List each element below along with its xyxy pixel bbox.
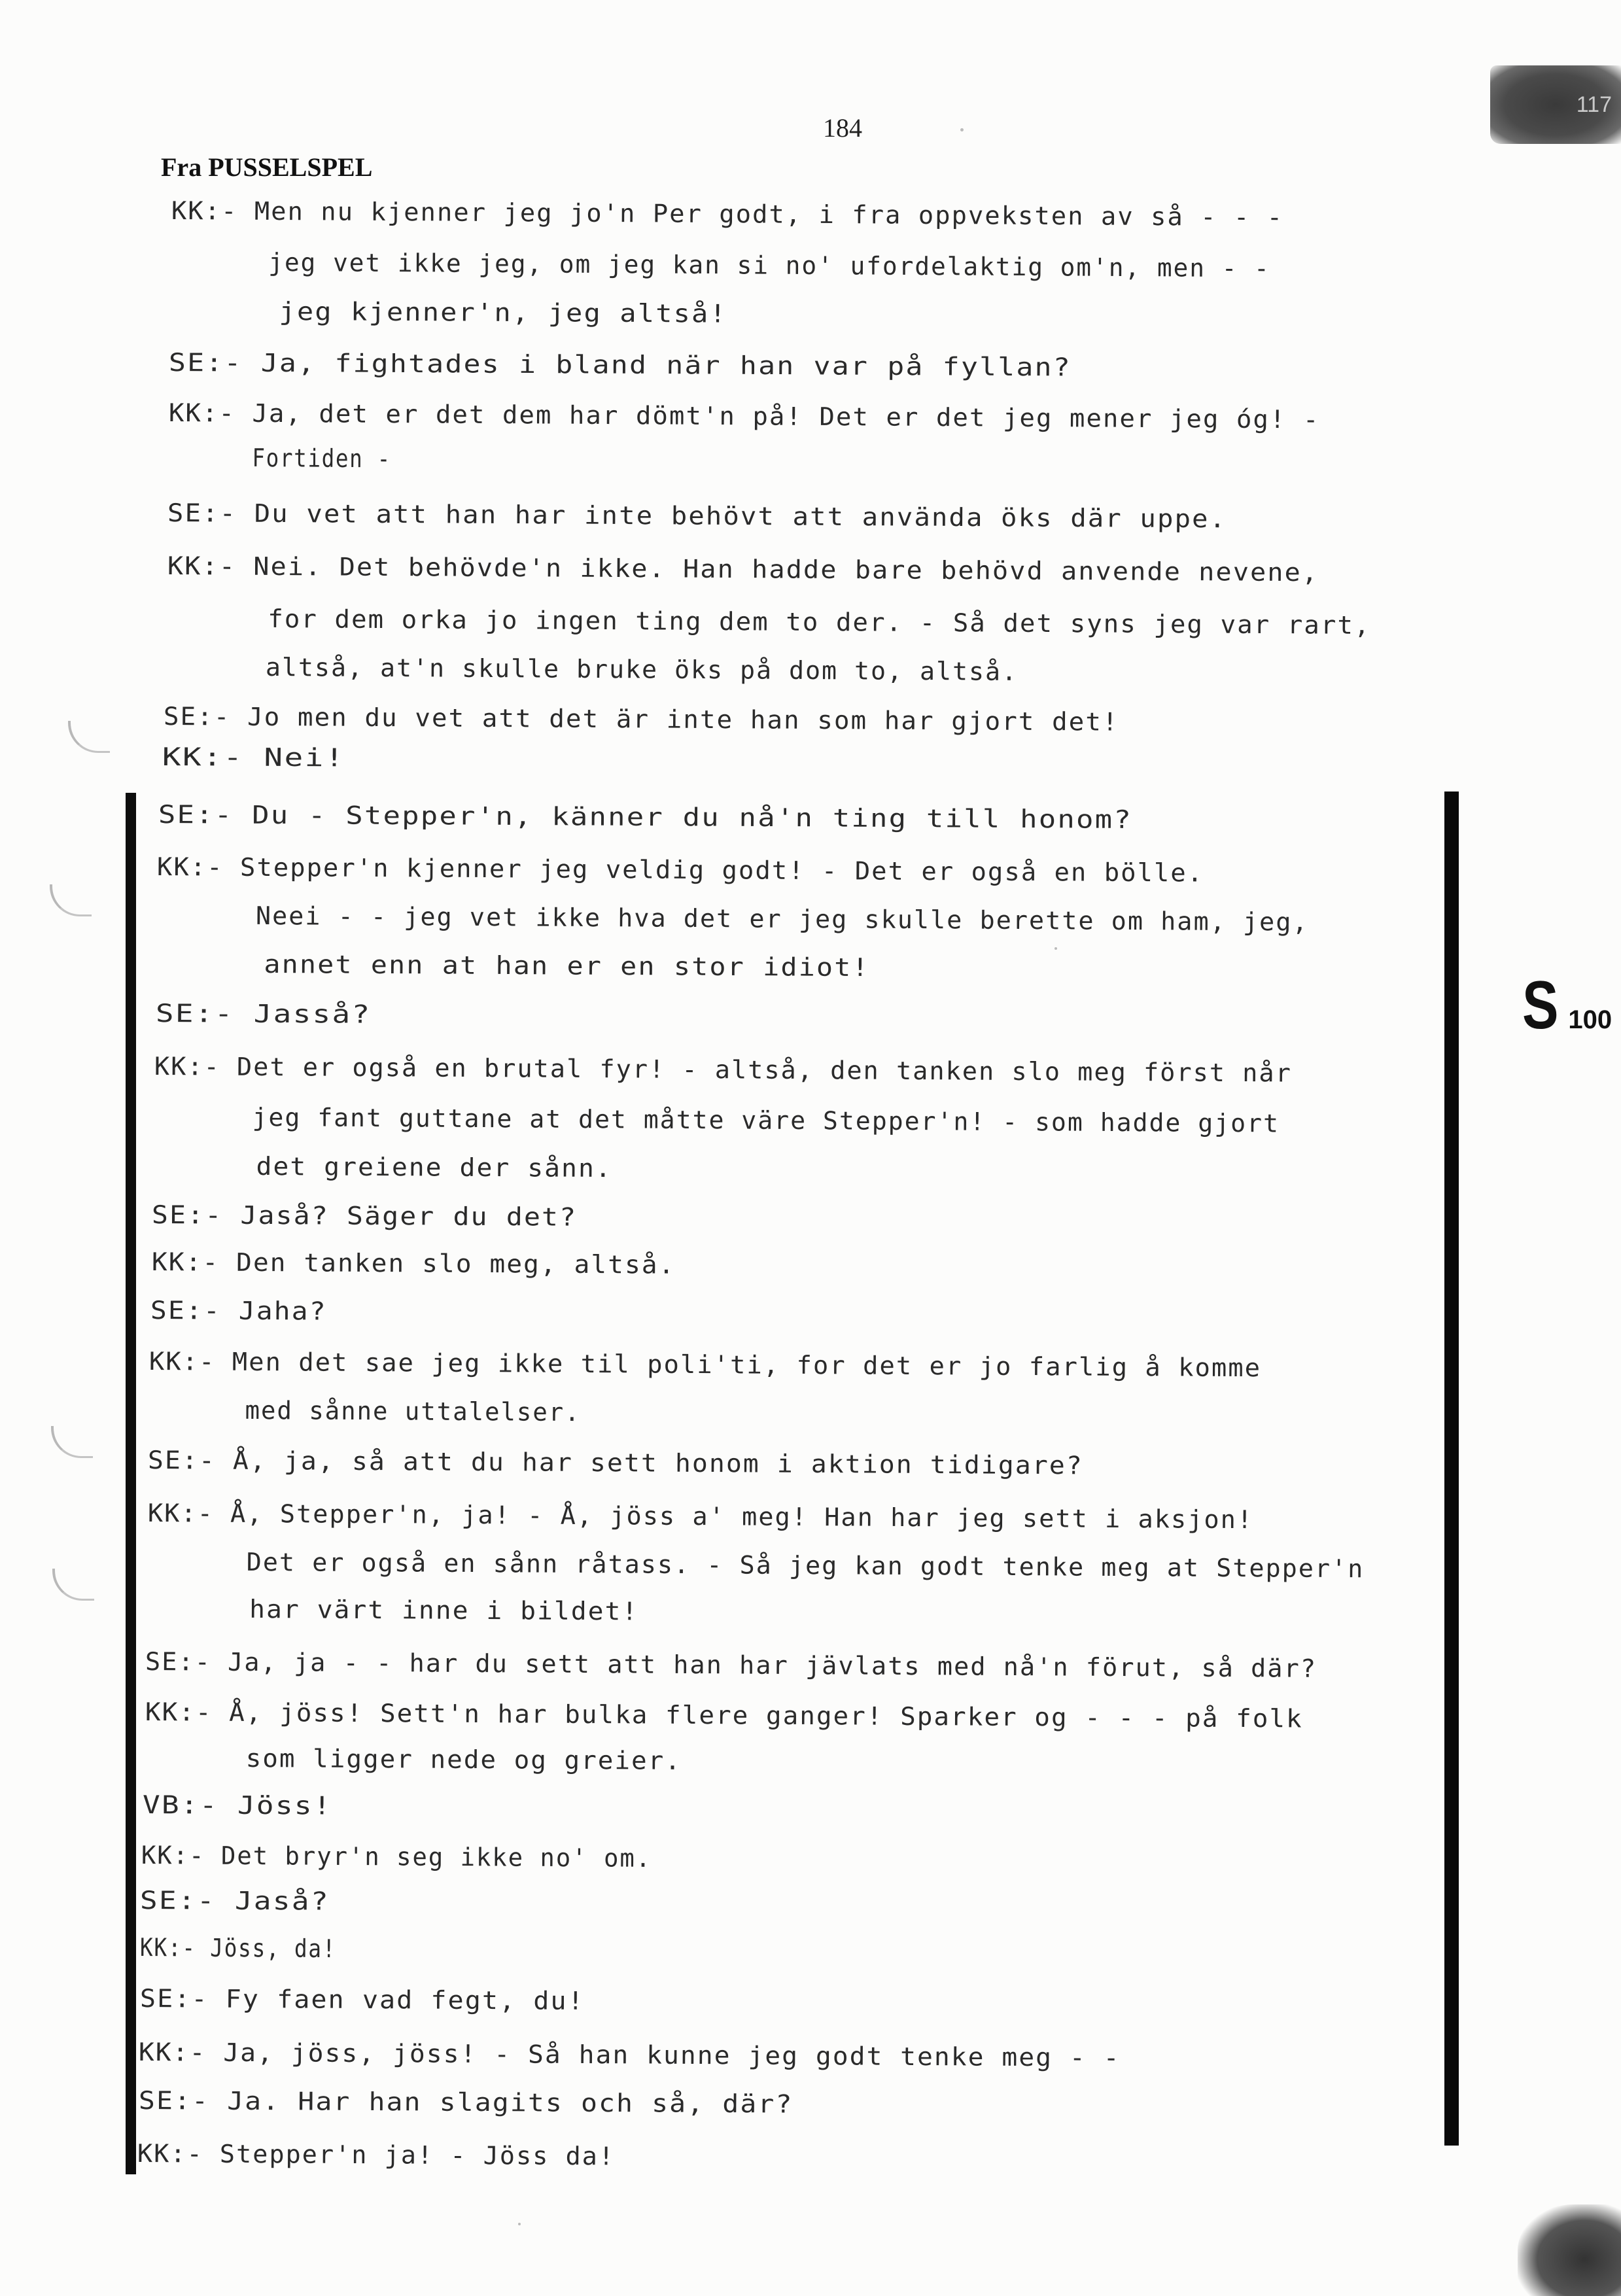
transcript-line: SE:- Du - Stepper'n, känner du nå'n ting till honom? — [158, 800, 1133, 834]
transcript-line: annet enn at han er en stor idiot! — [156, 949, 870, 983]
transcript-line: SE:- Ja. Har han slagits och så, där? — [138, 2086, 793, 2119]
transcript-line: KK:- Men det sae jeg ikke til poli'ti, for det er jo farlig å komme — [148, 1347, 1262, 1383]
transcript-line: KK:- Å, Stepper'n, ja! - Å, jöss a' meg! Han har jeg sett i aksjon! — [147, 1499, 1254, 1535]
transcript-line: KK:- Ja, det er det dem har dömt'n på! Det er det jeg mener jeg óg! - — [168, 398, 1320, 434]
source-title: Fra PUSSELSPEL — [161, 152, 373, 182]
transcript-line: det greiene der sånn. — [154, 1151, 613, 1183]
transcript-line: SE:- Jasså? — [155, 999, 372, 1029]
transcript-line: Fortiden - — [168, 443, 392, 474]
transcript-line: KK:- Stepper'n kjenner jeg veldig godt! - Det er også en bölle. — [156, 852, 1204, 888]
transcript-line: som ligger nede og greier. — [145, 1743, 682, 1775]
transcript-line: SE:- Jaså? Säger du det? — [151, 1200, 578, 1232]
transcript-line: med sånne uttalelser. — [148, 1395, 581, 1427]
transcript-line: jeg vet ikke jeg, om jeg kan si no' ufordelaktig om'n, men - - — [171, 247, 1270, 283]
binder-tab-number: 117 — [1576, 92, 1612, 117]
transcript-line: har värt inne i bildet! — [147, 1594, 639, 1626]
transcript-line: SE:- Jaha? — [150, 1296, 327, 1326]
transcript-line: jeg fant guttane at det måtte väre Stepper'n! - som hadde gjort — [154, 1102, 1280, 1138]
transcript-line: SE:- Fy faen vad fegt, du! — [139, 1984, 585, 2015]
transcript-line: KK:- Ja, jöss, jöss! - Så han kunne jeg godt tenke meg - - — [138, 2038, 1121, 2072]
page-number: 184 — [823, 113, 862, 143]
transcript-line: SE:- Jo men du vet att det är inte han som har gjort det! — [163, 702, 1119, 737]
stamp-number: 100 — [1568, 1005, 1612, 1034]
transcript-line: KK:- Nei. Det behövde'n ikke. Han hadde bare behövd anvende nevene, — [167, 551, 1319, 587]
transcript-line: SE:- Ja, fightades i bland när han var på fyllan? — [168, 348, 1072, 382]
transcript-line: KK:- Å, jöss! Sett'n har bulka flere ganger! Sparker og - - - på folk — [145, 1697, 1303, 1733]
transcript-line: KK:- Nei! — [162, 742, 346, 773]
transcript-line: KK:- Den tanken slo meg, altså. — [151, 1247, 676, 1279]
transcript-line: Neei - - jeg vet ikke hva det er jeg skulle berette om ham, jeg, — [156, 901, 1309, 937]
transcript-line: for dem orka jo ingen ting dem to der. - Så det syns jeg var rart, — [167, 604, 1371, 640]
transcript-line: KK:- Stepper'n ja! - Jöss da! — [137, 2139, 616, 2171]
transcript-line: altså, at'n skulle bruke öks på dom to, altså. — [167, 652, 1019, 686]
transcript-line: Det er også en sånn råtass. - Så jeg kan godt tenke meg at Stepper'n — [147, 1547, 1365, 1584]
transcript-line: KK:- Men nu kjenner jeg jo'n Per godt, i fra oppveksten av så - - - — [171, 196, 1284, 232]
transcript-line: KK:- Jöss, da! — [139, 1933, 337, 1964]
transcript-line: KK:- Det er også en brutal fyr! - altså, den tanken slo meg först når — [154, 1052, 1292, 1088]
transcript-line: SE:- Du vet att han har inte behövt att använda öks där uppe. — [167, 498, 1227, 534]
transcript-line: SE:- Jaså? — [139, 1886, 330, 1916]
transcript-line: SE:- Ja, ja - - har du sett att han har jävlats med nå'n förut, så där? — [145, 1647, 1317, 1683]
transcript-line: VB:- Jöss! — [142, 1790, 332, 1820]
transcript-line: jeg kjenner'n, jeg altså! — [171, 296, 728, 328]
transcript-line: SE:- Å, ja, så att du har sett honom i aktion tidigare? — [147, 1446, 1083, 1480]
transcript-line: KK:- Det bryr'n seg ikke no' om. — [141, 1841, 652, 1873]
stamp-letter: S — [1522, 967, 1559, 1043]
